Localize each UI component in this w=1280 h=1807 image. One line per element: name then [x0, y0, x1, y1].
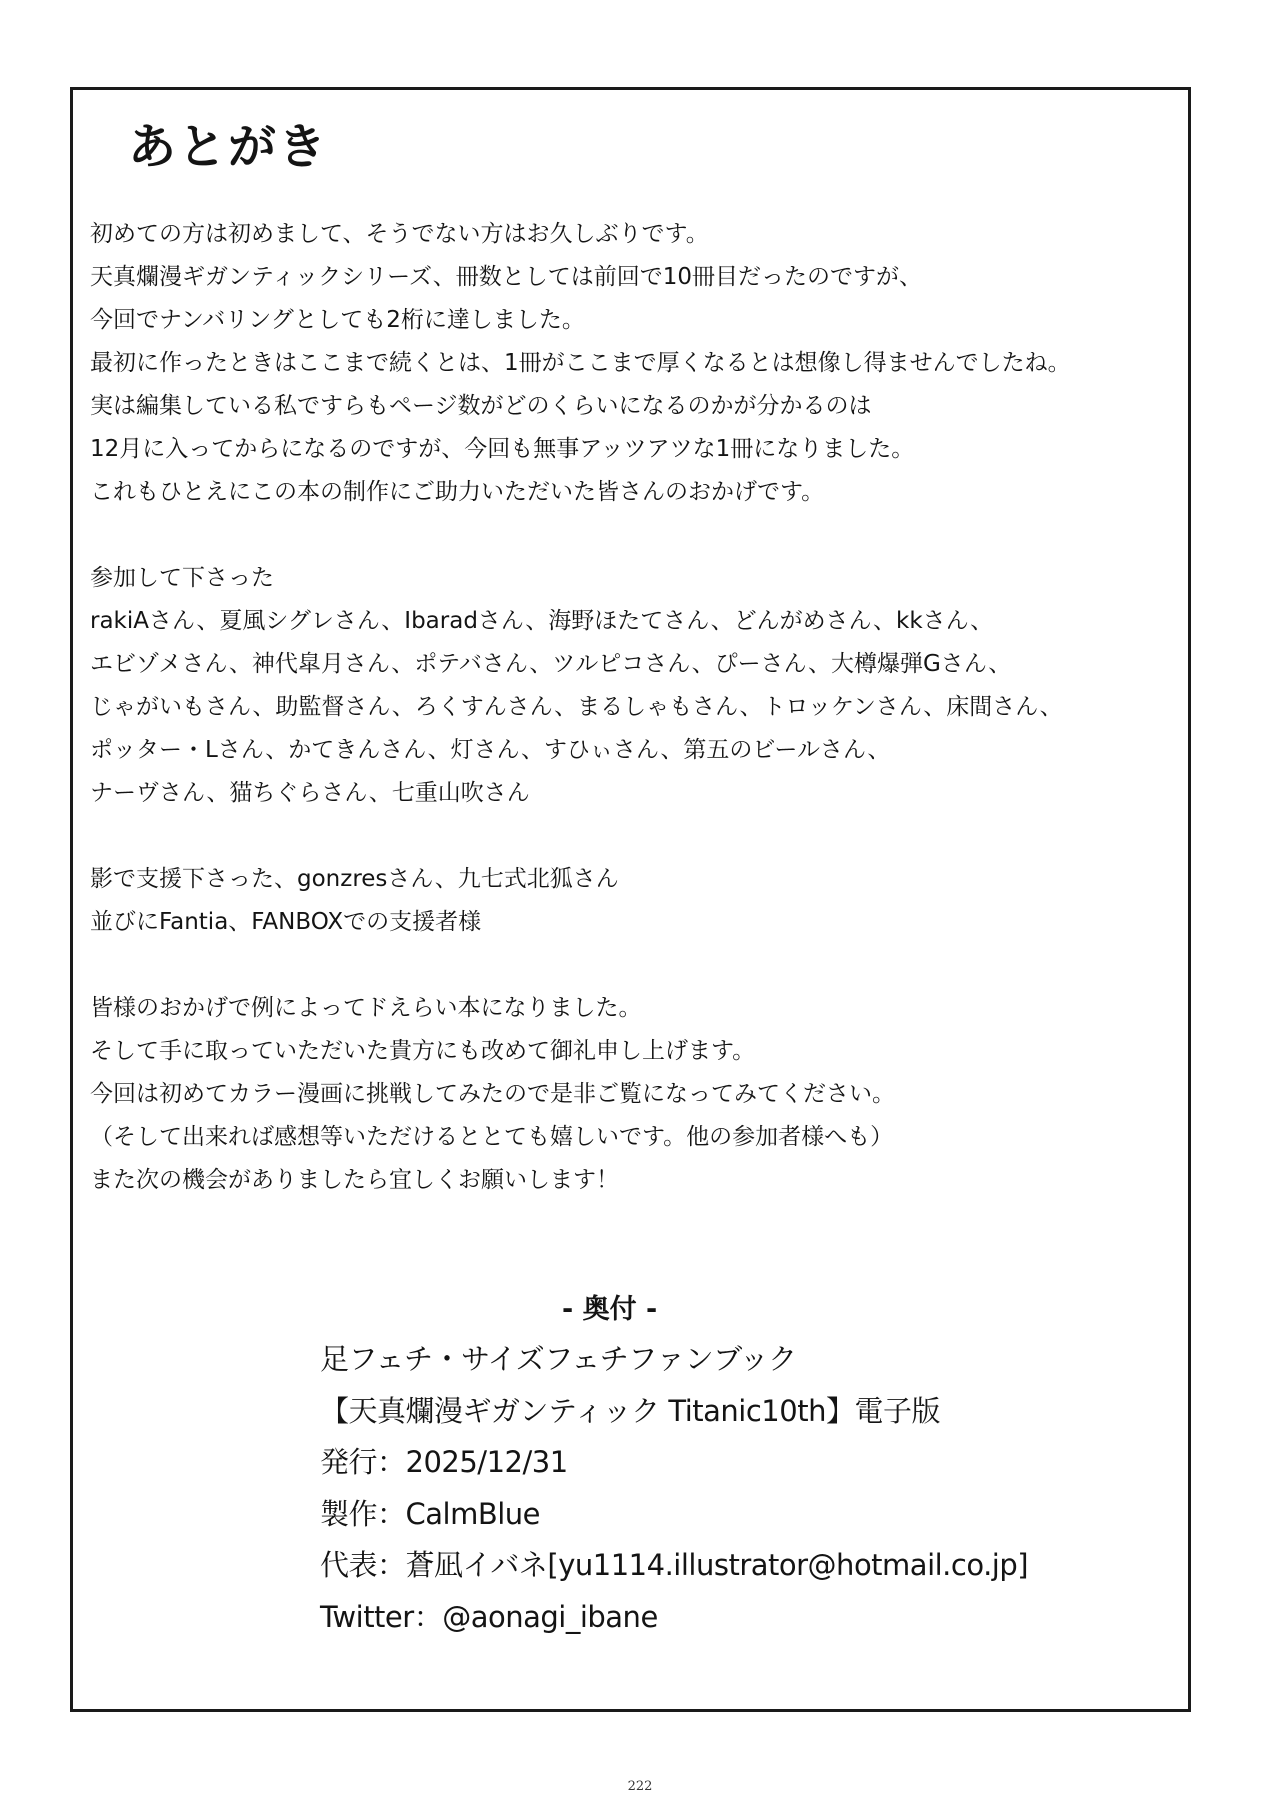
text-line: また次の機会がありましたら宜しくお願いします！ [90, 1167, 619, 1193]
colophon-publish-date: 発行：2025/12/31 [320, 1445, 568, 1479]
text-line: エビゾメさん、神代皐月さん、ポテバさん、ツルピコさん、ぴーさん、大樽爆弾Gさん、 [90, 651, 1012, 677]
text-line: 今回でナンバリングとしても2桁に達しました。 [90, 307, 585, 333]
text-line: 参加して下さった [90, 565, 274, 591]
colophon-heading: - 奥付 - [562, 1294, 658, 1325]
paragraph-supporters [90, 858, 1180, 944]
text-line: （そして出来れば感想等いただけるととても嬉しいです。他の参加者様へも） [90, 1124, 894, 1150]
text-line: 実は編集している私ですらもページ数がどのくらいになるのかが分かるのは [90, 393, 872, 419]
colophon-twitter: Twitter：@aonagi_ibane [320, 1599, 658, 1634]
text-line: 皆様のおかげで例によってドえらい本になりました。 [90, 995, 642, 1021]
text-line: 最初に作ったときはここまで続くとは、1冊がここまで厚くなるとは想像し得ませんでしたね。 [90, 350, 1071, 376]
page-number: 222 [627, 1779, 653, 1794]
text-line: 影で支援下さった、gonzresさん、九七式北狐さん [90, 866, 619, 892]
text-line: これもひとえにこの本の制作にご助力いただいた皆さんのおかげです。 [90, 479, 825, 505]
text-line: ナーヴさん、猫ちぐらさん、七重山吹さん [90, 780, 530, 806]
page-title: あとがき [128, 119, 329, 175]
colophon-representative: 代表：蒼凪イバネ[yu1114.illustrator@hotmail.co.jp] [320, 1548, 1029, 1582]
text-line: rakiAさん、夏風シグレさん、Ibaradさん、海野ほたてさん、どんがめさん、kkさん、 [90, 608, 994, 634]
paragraph-thanks [90, 987, 1180, 1202]
afterword-body [90, 213, 1180, 1245]
text-line: 天真爛漫ギガンティックシリーズ、冊数としては前回で10冊目だったのですが、 [90, 264, 922, 290]
colophon-book-title: 【天真爛漫ギガンティック Titanic10th】電子版 [320, 1393, 940, 1428]
colophon-circle: 製作：CalmBlue [320, 1496, 541, 1531]
text-line: 並びにFantia、FANBOXでの支援者様 [90, 909, 482, 935]
text-line: ポッター・Lさん、かてきんさん、灯さん、すひぃさん、第五のビールさん、 [90, 737, 891, 763]
text-line: 今回は初めてカラー漫画に挑戦してみたので是非ご覧になってみてください。 [90, 1081, 895, 1107]
colophon-book-type: 足フェチ・サイズフェチファンブック [320, 1342, 797, 1376]
text-line: 初めての方は初めまして、そうでない方はお久しぶりです。 [90, 221, 709, 247]
paragraph-greeting [90, 213, 1180, 514]
text-line: 12月に入ってからになるのですが、今回も無事アッツアツな1冊になりました。 [90, 436, 915, 462]
text-line: そして手に取っていただいた貴方にも改めて御礼申し上げます。 [90, 1038, 756, 1064]
paragraph-participants [90, 557, 1180, 815]
text-line: じゃがいもさん、助監督さん、ろくすんさん、まるしゃもさん、トロッケンさん、床間さん、 [90, 694, 1063, 720]
colophon-list [320, 1334, 1028, 1643]
